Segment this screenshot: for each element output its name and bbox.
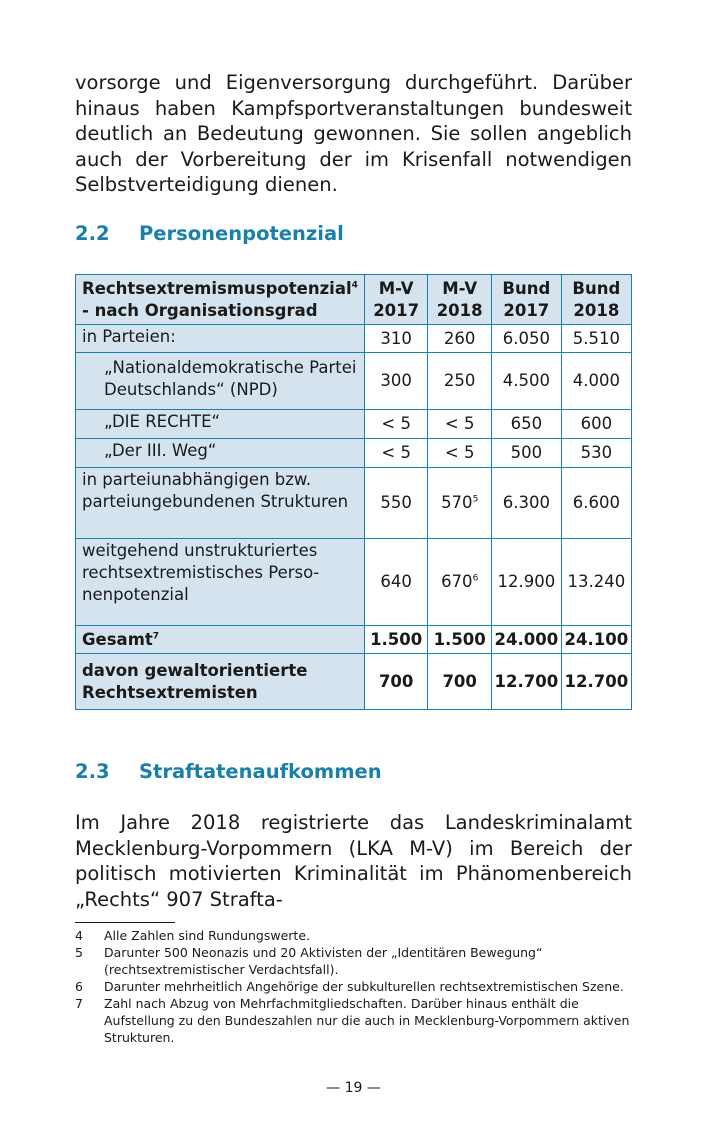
cell-value: $670^6$ [428,539,492,626]
row-label: davon gewaltorientierte Rechtsextremisten [76,654,365,710]
section-number: 2.3 [75,760,110,783]
cell-value: 24.000 [491,626,561,654]
header-col-mv-2018: M-V 2018 [428,275,492,325]
cell-value: 650 [491,410,561,439]
cell-value: 4.000 [561,353,631,410]
cell-value: < 5 [364,439,428,468]
personenpotenzial-table [75,274,632,710]
cell-value: 300 [364,353,428,410]
cell-value: 4.500 [491,353,561,410]
table-row [76,539,632,626]
cell-value: 530 [561,439,631,468]
footnote-ref: 4 [351,280,358,290]
cell-value: < 5 [428,410,492,439]
header-col-mv-2017: M-V 2017 [364,275,428,325]
section-number: 2.2 [75,222,110,245]
cell-value: 550 [364,468,428,539]
table-row-total [76,626,632,654]
table-row [76,439,632,468]
cell-value: 24.100 [561,626,631,654]
cell-value: 12.900 [491,539,561,626]
footnote: 7 Zahl nach Abzug von Mehrfachmitgliedschaften. Darüber hinaus enthält die Aufstellung zu den Bundeszahlen nur die auch in Mecklenburg-Vorpommern aktiven Strukturen. [75,996,630,1045]
intro-paragraph: vorsorge und Eigenversorgung durchgeführt. Darüber hinaus haben Kampfsportveranstaltungen bundesweit deutlich an Bedeutung gewonnen. Sie sollen angeblich auch der Vorbereitung der im Krisenfall notwendigen Selbstverteidigung dienen. [75,71,632,196]
cell-value: 5.510 [561,325,631,353]
cell-value: 250 [428,353,492,410]
table-row [76,353,632,410]
section-title: Personenpotenzial [139,222,344,245]
footnote-ref: 7 [152,631,160,641]
section-heading-2-3 [75,760,632,783]
header-label-cell [76,275,365,325]
footnote: 4 Alle Zahlen sind Rundungswerte. [75,928,310,943]
footnote-divider [75,922,175,923]
row-label: „Der III. Weg“ [76,439,365,468]
cell-value: < 5 [428,439,492,468]
page-number: — 19 — [326,1080,381,1096]
table-row [76,468,632,539]
row-label: weitgehend unstrukturiertes rechtsextremistisches Personenpotenzial [76,539,365,626]
cell-value: 700 [428,654,492,710]
cell-value: 600 [561,410,631,439]
row-label: in parteiunabhängigen bzw. parteiungebundenen Strukturen [76,468,365,539]
cell-value: 1.500 [364,626,428,654]
body-paragraph: Im Jahre 2018 registrierte das Landeskriminalamt Mecklenburg-Vorpommern (LKA M-V) im Bereich der politisch motivierten Kriminalität im Phänomenbereich „Rechts“ 907 Strafta- [75,811,632,911]
cell-value: 6.300 [491,468,561,539]
cell-value: 640 [364,539,428,626]
table-row [76,325,632,353]
header-label-line2: - nach Organisationsgrad [82,300,318,320]
cell-value: 1.500 [428,626,492,654]
row-label: „Nationaldemokratische Partei Deutschlands“ (NPD) [76,353,365,410]
header-label-line1: Rechtsextremismuspotenzial [82,278,352,298]
table-row [76,410,632,439]
footnote: 5 Darunter 500 Neonazis und 20 Aktivisten der „Identitären Bewegung“ (rechtsextremistischer Verdachtsfall). [75,945,543,977]
table-row-violent [76,654,632,710]
footnote-ref: 6 [472,573,479,584]
cell-value: 6.600 [561,468,631,539]
section-title: Straftatenaufkommen [139,760,382,783]
row-label: „DIE RECHTE“ [76,410,365,439]
section-heading-2-2 [75,222,632,245]
row-label: Gesamt$^7$ [76,626,365,654]
footnote-ref: 5 [472,494,479,505]
cell-value: 310 [364,325,428,353]
cell-value: 500 [491,439,561,468]
header-col-bund-2017: Bund 2017 [491,275,561,325]
cell-value: 6.050 [491,325,561,353]
cell-value: $570^5$ [428,468,492,539]
footnote: 6 Darunter mehrheitlich Angehörige der subkulturellen rechtsextremistischen Szene. [75,979,624,994]
cell-value: 12.700 [561,654,631,710]
table-header-row [76,275,632,325]
cell-value: 260 [428,325,492,353]
cell-value: 13.240 [561,539,631,626]
footnotes [75,927,632,1046]
header-col-bund-2018: Bund 2018 [561,275,631,325]
row-label: in Parteien: [76,325,365,353]
cell-value: 12.700 [491,654,561,710]
cell-value: < 5 [364,410,428,439]
cell-value: 700 [364,654,428,710]
